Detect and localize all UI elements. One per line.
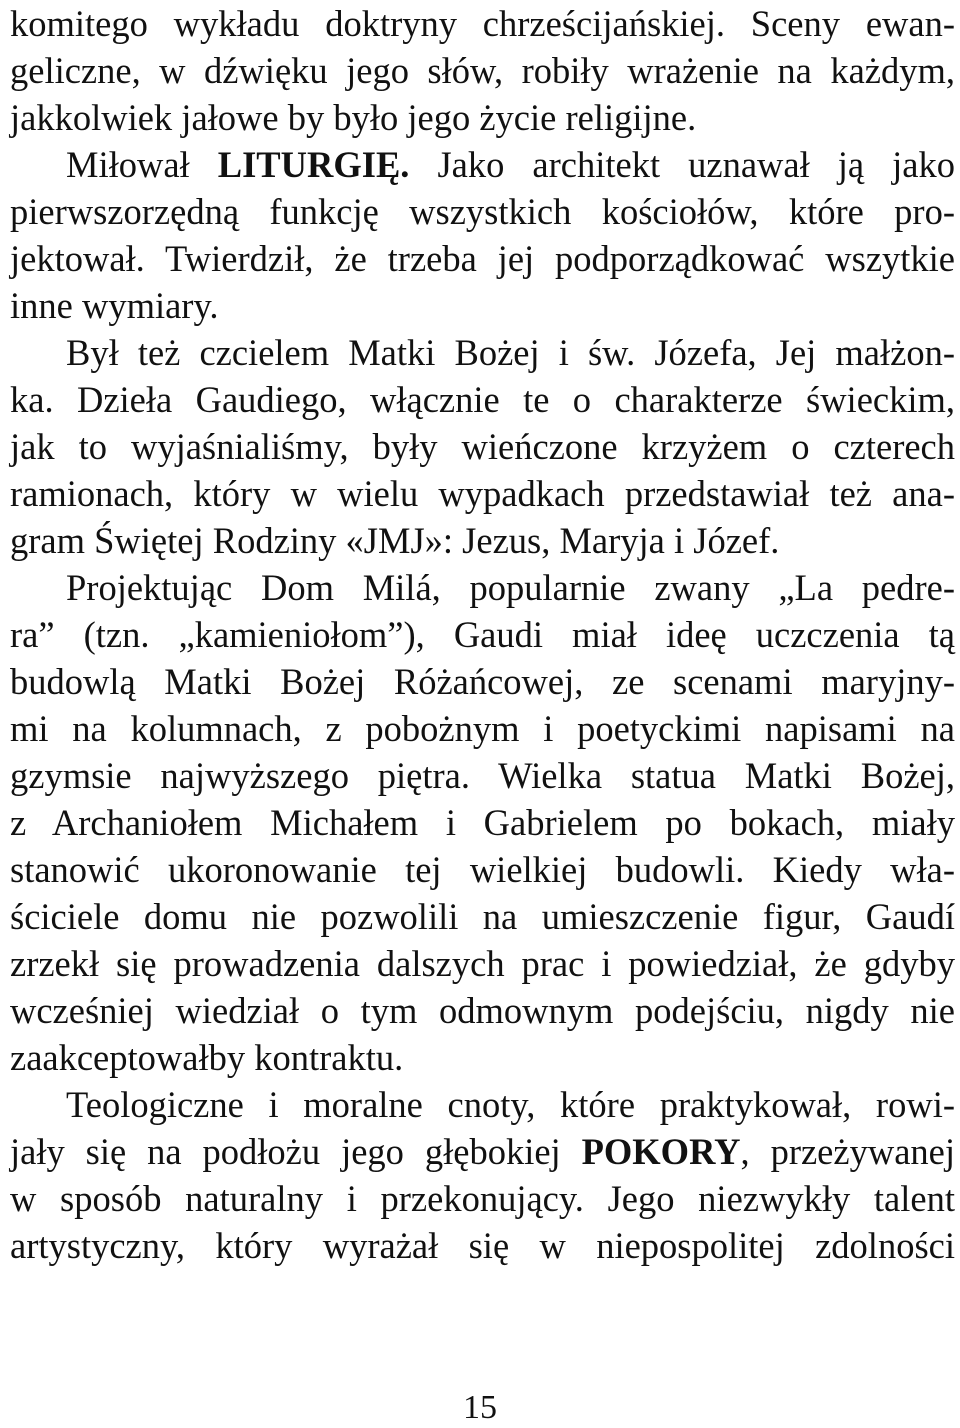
text-line: zrzekł się prowadzenia dalszych prac i powiedział, że gdyby	[10, 943, 955, 984]
text-line: ramionach, który w wielu wypadkach przedstawiał też ana-	[10, 473, 955, 514]
text-line: w sposób naturalny i przekonujący. Jego niezwykły talent	[10, 1178, 955, 1219]
text-line: gzymsie najwyższego piętra. Wielka statua Matki Bożej,	[10, 755, 955, 796]
text-line: Projektując Dom Milá, popularnie zwany „La pedre-	[66, 567, 955, 608]
text-line: jak to wyjaśnialiśmy, były wieńczone krzyżem o czterech	[10, 426, 955, 467]
text-line: budowlą Matki Bożej Różańcowej, ze scenami maryjny-	[10, 661, 955, 702]
text-line: wcześniej wiedział o tym odmownym podejściu, nigdy nie	[10, 990, 955, 1031]
text-line: ka. Dzieła Gaudiego, włącznie te o charakterze świeckim,	[10, 379, 955, 420]
text-line: geliczne, w dźwięku jego słów, robiły wrażenie na każdym,	[10, 50, 955, 91]
text-line: jektował. Twierdził, że trzeba jej podporządkować wszytkie	[10, 238, 955, 279]
text-line: artystyczny, który wyrażał się w niepospolitej zdolności	[10, 1225, 955, 1266]
text-line: Teologiczne i moralne cnoty, które praktykował, rowi-	[66, 1084, 955, 1125]
text-line: Miłował LITURGIĘ. Jako architekt uznawał ją jako	[66, 144, 955, 185]
text-line: Był też czcielem Matki Bożej i św. Józefa, Jej małżon-	[66, 332, 955, 373]
text-line: mi na kolumnach, z pobożnym i poetyckimi napisami na	[10, 708, 955, 749]
text-line: ściciele domu nie pozwolili na umieszczenie figur, Gaudí	[10, 896, 955, 937]
document-page	[10, 0, 955, 1269]
text-line: jały się na podłożu jego głębokiej POKORY, przeżywanej	[10, 1131, 955, 1172]
page-number: 15	[463, 1389, 497, 1426]
text-line: jakkolwiek jałowe by było jego życie religijne.	[10, 97, 697, 138]
text-line: pierwszorzędną funkcję wszystkich kościołów, które pro-	[10, 191, 955, 232]
text-line: stanowić ukoronowanie tej wielkiej budowli. Kiedy wła-	[10, 849, 955, 890]
text-line: zaakceptowałby kontraktu.	[10, 1037, 404, 1078]
text-line: ra” (tzn. „kamieniołom”), Gaudi miał ideę uczczenia tą	[10, 614, 955, 655]
emphasis-pokory: POKORY	[581, 1131, 741, 1172]
text-line: gram Świętej Rodziny «JMJ»: Jezus, Maryja i Józef.	[10, 520, 780, 561]
text-line: z Archaniołem Michałem i Gabrielem po bokach, miały	[10, 802, 955, 843]
text-line: komitego wykładu doktryny chrześcijańskiej. Sceny ewan-	[10, 3, 955, 44]
text-line: inne wymiary.	[10, 285, 219, 326]
emphasis-liturgie: LITURGIĘ.	[217, 144, 410, 185]
